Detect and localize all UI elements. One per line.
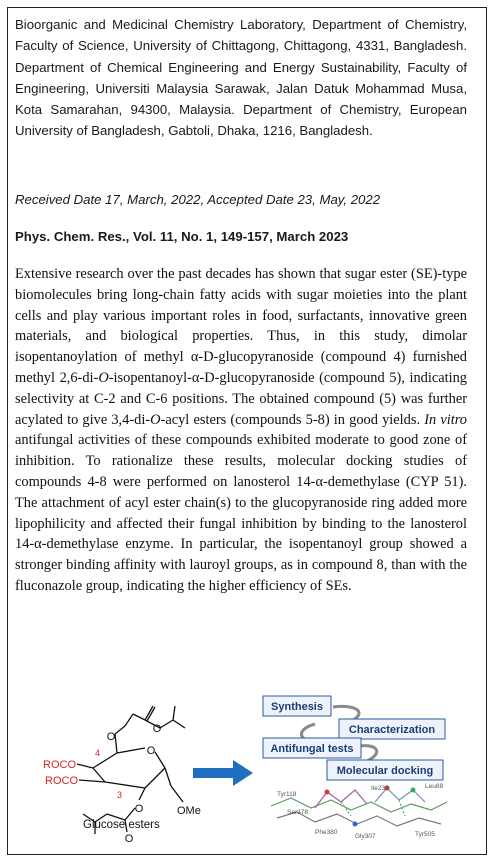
- abstract-italic-in-vitro: In vitro: [424, 411, 468, 428]
- workflow-box-docking: [327, 760, 443, 780]
- residue-label: Tyr505: [415, 831, 435, 838]
- abstract-segment: Extensive research over the past decades has shown that sugar ester (SE)-type biomolecules bring long-chain fatty acids with sugar moieties into the plant cells and play various important roles in food, surfactants, innovative green materials, and biological properties. Thus, in this study, dimolar isopentanoylation of methyl α-D-glucopyranoside (compound 4) furnished methyl 2,6-di-: [15, 266, 467, 386]
- box-label-characterization: Characterization: [348, 724, 436, 736]
- workflow-box-synthesis: [263, 696, 331, 716]
- abstract-segment: -acyl esters (compounds 5-8) in good yields.: [160, 411, 425, 428]
- svg-text:O: O: [152, 723, 162, 735]
- residue-label: Ile233: [371, 785, 389, 792]
- residue-label: Ser378: [287, 809, 308, 816]
- box-label-synthesis: Synthesis: [271, 701, 323, 713]
- svg-text:O: O: [106, 731, 116, 743]
- workflow-box-antifungal: [263, 738, 361, 758]
- residue-label: Gly307: [355, 833, 376, 840]
- glucose-esters-caption: Glucose esters: [83, 819, 160, 831]
- svg-text:O: O: [124, 833, 134, 845]
- residue-label: Leu88: [425, 783, 444, 790]
- abstract-italic: O: [98, 369, 109, 386]
- ome-label: OMe: [177, 805, 201, 817]
- position-3-label: 3: [117, 790, 123, 800]
- graphical-abstract: [15, 690, 475, 850]
- workflow-box-characterization: [339, 719, 445, 739]
- process-arrow: [193, 760, 253, 786]
- box-label-docking: Molecular docking: [336, 765, 434, 777]
- docking-residue-labels: [277, 783, 443, 840]
- affiliations: Bioorganic and Medicinal Chemistry Laboratory, Department of Chemistry, Faculty of Science, University of Chittagong, Chittagong, 4331, Bangladesh. Department of Chemical Engineering and Energy Sustainability, Faculty of Engineering, Universiti Malaysia Sarawak, Jalan Datuk Mohammad Musa, Kota Samarahan, 94300, Malaysia. Department of Chemistry, European University of Bangladesh, Gabtoli, Dhaka, 1216, Bangladesh.: [15, 17, 467, 139]
- box-label-antifungal: Antifungal tests: [270, 743, 354, 755]
- residue-label: Tyr118: [277, 791, 297, 798]
- received-accepted-dates: Received Date 17, March, 2022, Accepted Date 23, May, 2022: [15, 192, 381, 207]
- glucose-ester-structure: [77, 706, 185, 834]
- abstract-italic: O: [150, 411, 161, 428]
- svg-text:O: O: [146, 745, 156, 757]
- abstract-text: [15, 264, 467, 597]
- position-4-label: 4: [95, 748, 101, 758]
- abstract-segment: antifungal activities of these compounds exhibited moderate to good zone of inhibition. To rationalize these results, molecular docking studies of compounds 4-8 were performed on lanosterol 14-α-demethylase (CYP 51). The attachment of acyl ester chain(s) to the glucopyranoside ring added more lipophilicity and affected their fungal inhibition by binding to the lanosterol 14-α-demethylase enzyme. In particular, the isopentanoyl group showed a stronger binding affinity with lauroyl groups, as in compound 8, than with the fluconazole group, indicating the higher efficiency of SEs.: [15, 432, 467, 594]
- abstract-segment: -isopentanoyl-α-D-glucopyranoside (compound 5), indicating selectivity at C-2 and C-6 positions. The obtained compound (5) was further acylated to give 3,4-di-: [15, 369, 467, 428]
- journal-citation: Phys. Chem. Res., Vol. 11, No. 1, 149-157, March 2023: [15, 229, 349, 244]
- svg-text:O: O: [134, 803, 144, 815]
- roco-top-label: ROCO: [43, 759, 76, 771]
- residue-label: Phe380: [315, 829, 338, 836]
- docking-pose-image: [271, 786, 447, 827]
- roco-bottom-label: ROCO: [45, 775, 78, 787]
